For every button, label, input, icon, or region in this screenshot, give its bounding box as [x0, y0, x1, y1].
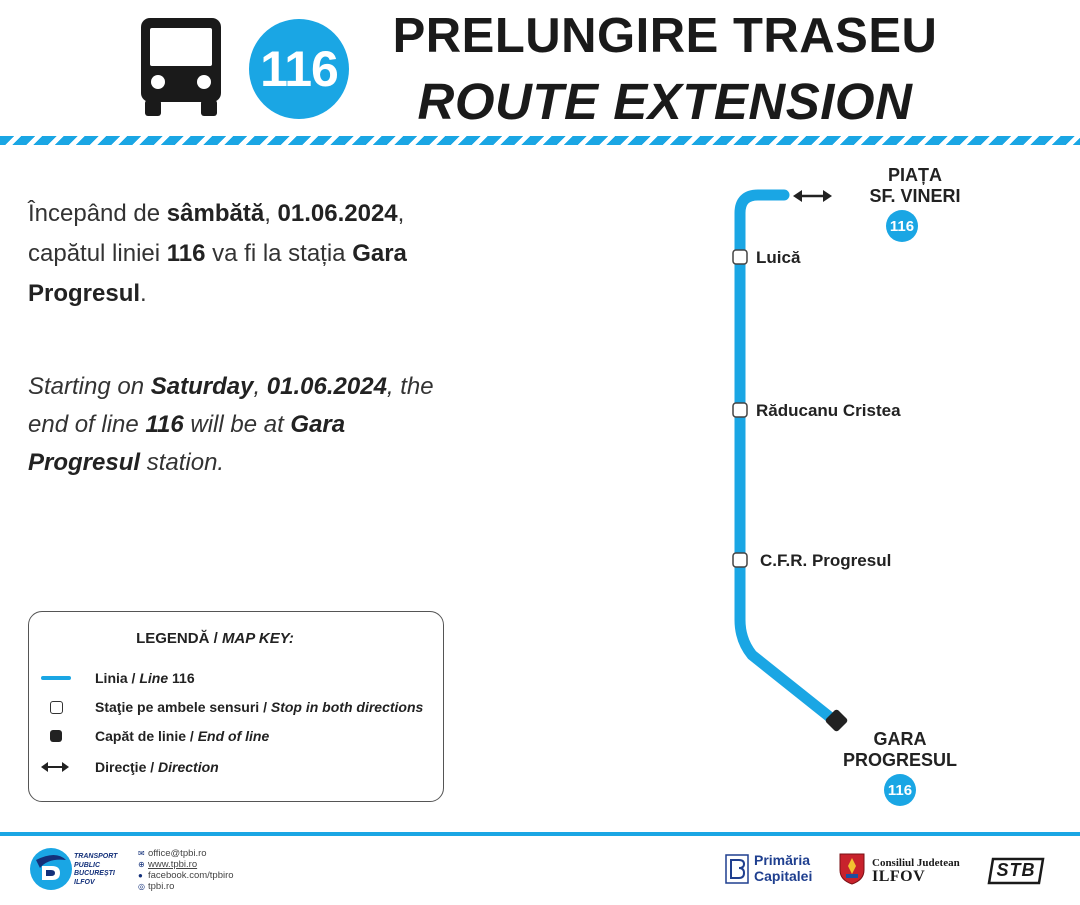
stop-icon — [50, 701, 63, 714]
instagram-icon: ◎ — [138, 882, 145, 891]
primaria-capitalei-logo-icon — [725, 854, 749, 884]
stop-label: Răducanu Cristea — [756, 401, 901, 420]
end-of-line-icon — [50, 730, 62, 742]
notice-romanian: Începând de sâmbătă, 01.06.2024, capătul liniei 116 va fi la stația Gara Progresul. — [28, 200, 407, 307]
primaria-capitalei-name: Primăria Capitalei — [754, 852, 813, 884]
contact-facebook[interactable]: facebook.com/tpbiro — [148, 870, 234, 881]
legend-item-direction: Direcţie / Direction — [41, 757, 219, 777]
line-number-badge: 116 — [249, 19, 349, 119]
double-arrow-icon — [793, 190, 832, 202]
terminal-end-badge: 116 — [884, 774, 916, 806]
stop-marker — [733, 553, 747, 567]
terminal-start-label: PIAȚA SF. VINERI — [869, 165, 961, 206]
tpbi-logo-icon — [28, 846, 74, 892]
terminal-end-label: GARA PROGRESUL — [842, 729, 957, 770]
double-arrow-icon — [41, 761, 69, 773]
ilfov-crest-icon — [838, 852, 866, 885]
title-english: ROUTE EXTENSION — [417, 73, 913, 130]
legend-item-line: Linia / Line 116 — [41, 668, 195, 688]
route-line-icon — [41, 676, 71, 680]
contacts — [138, 848, 234, 892]
map-key-title: LEGENDĂ / MAP KEY: — [136, 630, 294, 647]
bus-icon — [139, 18, 223, 116]
stop-label: Luică — [756, 248, 801, 267]
email-icon: ✉ — [138, 849, 145, 858]
map-key — [28, 611, 444, 802]
title-romanian: PRELUNGIRE TRASEU — [392, 9, 938, 63]
legend-item-stop: Staţie pe ambele sensuri / Stop in both directions — [41, 697, 423, 717]
facebook-icon: ● — [138, 871, 143, 880]
route-map — [700, 150, 1080, 820]
consiliul-judetean-ilfov-name: Consiliul Judetean ILFOV — [872, 857, 960, 885]
header-divider — [0, 136, 1080, 145]
tpbi-name: TRANSPORT PUBLIC BUCUREȘTI ILFOV — [74, 853, 118, 886]
stb-logo: STB — [985, 856, 1047, 886]
stop-marker — [733, 250, 747, 264]
terminal-start-badge: 116 — [886, 210, 918, 242]
notice-english: Starting on Saturday, 01.06.2024, the end of line 116 will be at Gara Progresul station. — [28, 373, 434, 476]
stop-label: C.F.R. Progresul — [760, 551, 892, 570]
contact-website[interactable]: www.tpbi.ro — [148, 859, 198, 870]
legend-item-end: Capăt de linie / End of line — [41, 726, 269, 746]
contact-email[interactable]: office@tpbi.ro — [148, 848, 207, 859]
footer-divider — [0, 832, 1080, 836]
stop-marker — [733, 403, 747, 417]
globe-icon: ⊕ — [138, 860, 145, 869]
contact-instagram[interactable]: tpbi.ro — [148, 881, 175, 892]
